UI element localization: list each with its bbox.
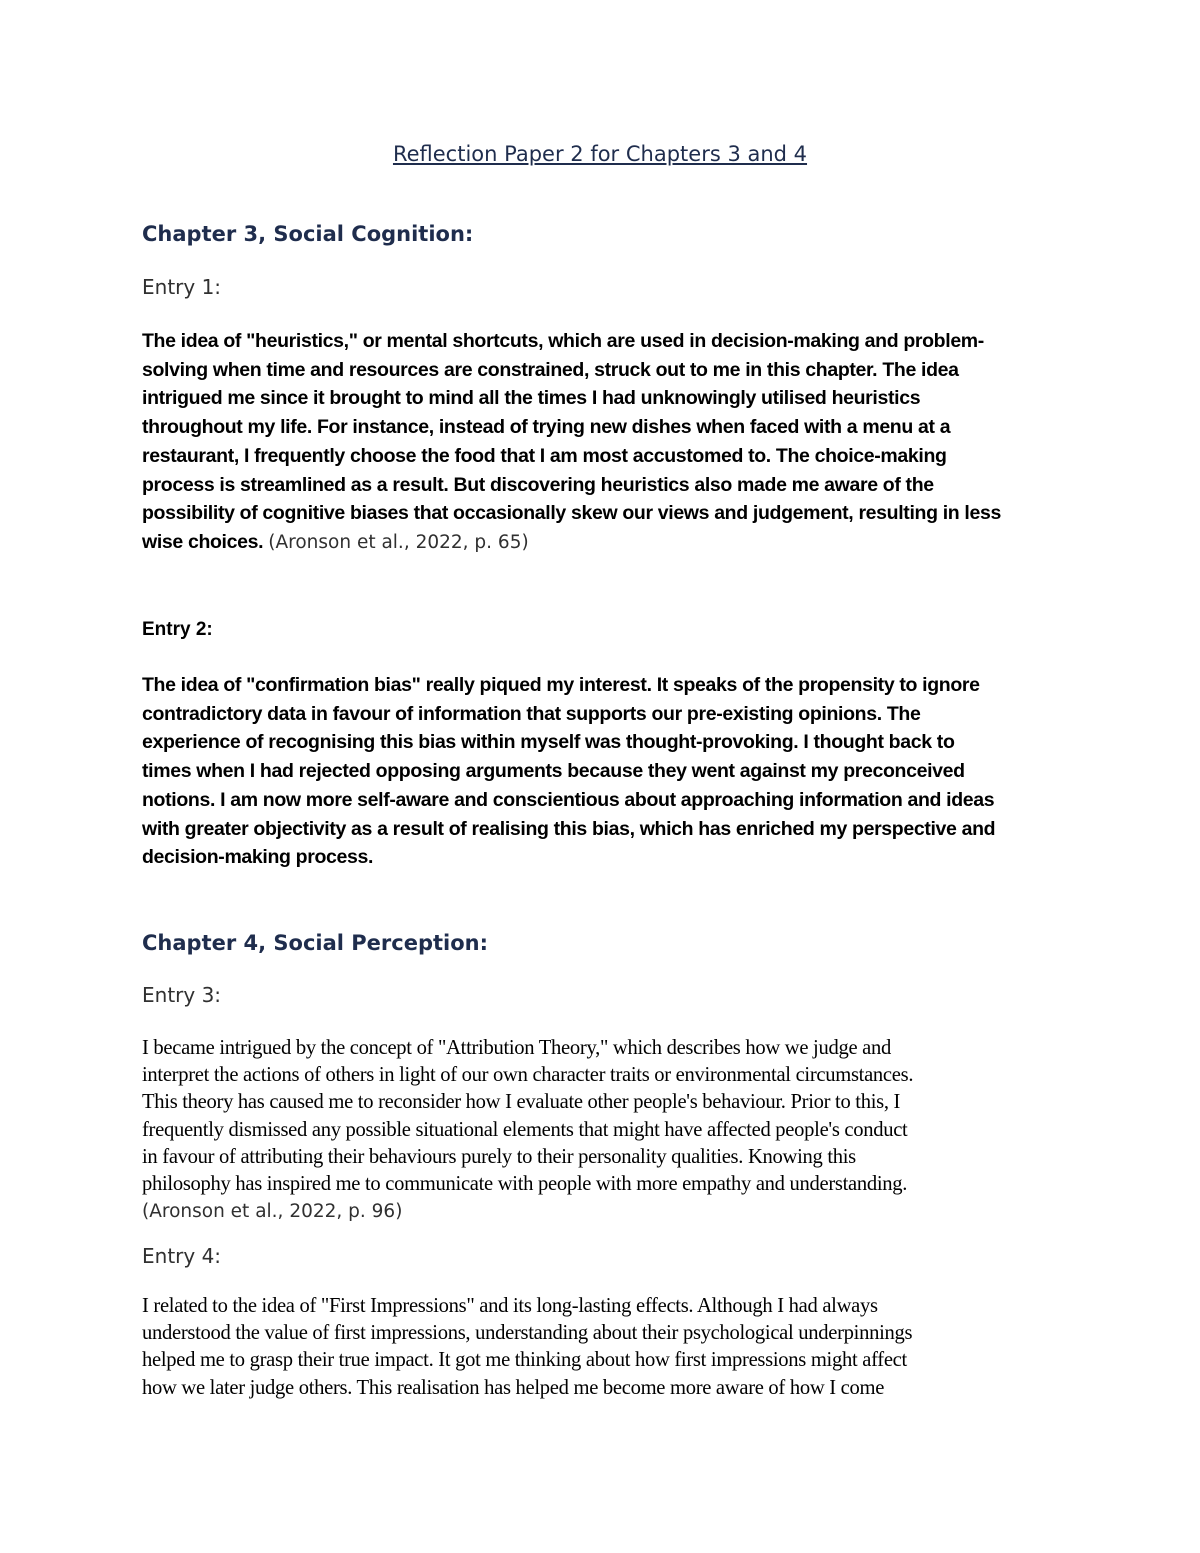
entry-2-label: Entry 2: (142, 619, 213, 640)
paragraph-line: notions. I am now more self-aware and conscientious about approaching information and ideas (142, 788, 995, 811)
paragraph-line: The idea of "confirmation bias" really piqued my interest. It speaks of the propensity to ignore (142, 674, 980, 696)
paragraph-line: restaurant, I frequently choose the food that I am most accustomed to. The choice-making (142, 444, 947, 467)
entry-4-label: Entry 4: (142, 1244, 222, 1268)
paragraph-line: possibility of cognitive biases that occasionally skew our views and judgement, resulting in less (142, 502, 1001, 525)
paragraph-line: experience of recognising this bias within myself was thought-provoking. I thought back to (142, 731, 955, 754)
paragraph-line: contradictory data in favour of information that supports our pre-existing opinions. The (142, 702, 921, 725)
citation: (Aronson et al., 2022, p. 96) (142, 1201, 403, 1223)
paragraph-line: process is streamlined as a result. But discovering heuristics also made me aware of the (142, 473, 934, 496)
paragraph-line: understood the value of first impressions, understanding about their psychological underpinnings (142, 1322, 913, 1345)
paragraph-line: throughout my life. For instance, instead of trying new dishes when faced with a menu at a (142, 416, 951, 439)
paragraph-line (142, 528, 1062, 558)
entry-4-paragraph (142, 1293, 1062, 1402)
paragraph-line: how we later judge others. This realisation has helped me become more aware of how I come (142, 1376, 885, 1399)
entry-1-label: Entry 1: (142, 275, 222, 299)
paragraph-line: with greater objectivity as a result of realising this bias, which has enriched my perspective and (142, 817, 996, 840)
paragraph-line: in favour of attributing their behaviours purely to their personality qualities. Knowing this (142, 1145, 856, 1168)
paragraph-line: I related to the idea of "First Impressions" and its long-lasting effects. Although I had always (142, 1295, 878, 1317)
entry-3-paragraph (142, 1035, 1062, 1225)
paragraph-line: philosophy has inspired me to communicate with people with more empathy and understanding. (142, 1173, 908, 1196)
citation: (Aronson et al., 2022, p. 65) (268, 531, 529, 553)
paragraph-line: The idea of "heuristics," or mental shortcuts, which are used in decision-making and problem- (142, 330, 984, 352)
paragraph-line: decision-making process. (142, 846, 374, 869)
entry-3-label: Entry 3: (142, 983, 222, 1007)
paragraph-line: I became intrigued by the concept of "Attribution Theory," which describes how we judge and (142, 1037, 891, 1059)
chapter-3-heading: Chapter 3, Social Cognition: (142, 222, 474, 246)
entry-1-paragraph (142, 327, 1062, 558)
entry-2-paragraph (142, 671, 1062, 872)
paragraph-text: wise choices. (142, 530, 264, 553)
chapter-4-heading: Chapter 4, Social Perception: (142, 931, 489, 955)
paragraph-line: intrigued me since it brought to mind all the times I had unknowingly utilised heuristics (142, 387, 921, 410)
paragraph-line: solving when time and resources are constrained, struck out to me in this chapter. The idea (142, 358, 959, 381)
paragraph-line: frequently dismissed any possible situational elements that might have affected people's conduct (142, 1118, 908, 1141)
document-title: Reflection Paper 2 for Chapters 3 and 4 (392, 142, 808, 166)
paragraph-line: times when I had rejected opposing arguments because they went against my preconceived (142, 760, 965, 783)
paragraph-line: helped me to grasp their true impact. It got me thinking about how first impressions might affect (142, 1349, 907, 1372)
paragraph-line: This theory has caused me to reconsider how I evaluate other people's behaviour. Prior to this, I (142, 1091, 901, 1114)
paragraph-line: interpret the actions of others in light of our own character traits or environmental circumstances. (142, 1064, 914, 1087)
